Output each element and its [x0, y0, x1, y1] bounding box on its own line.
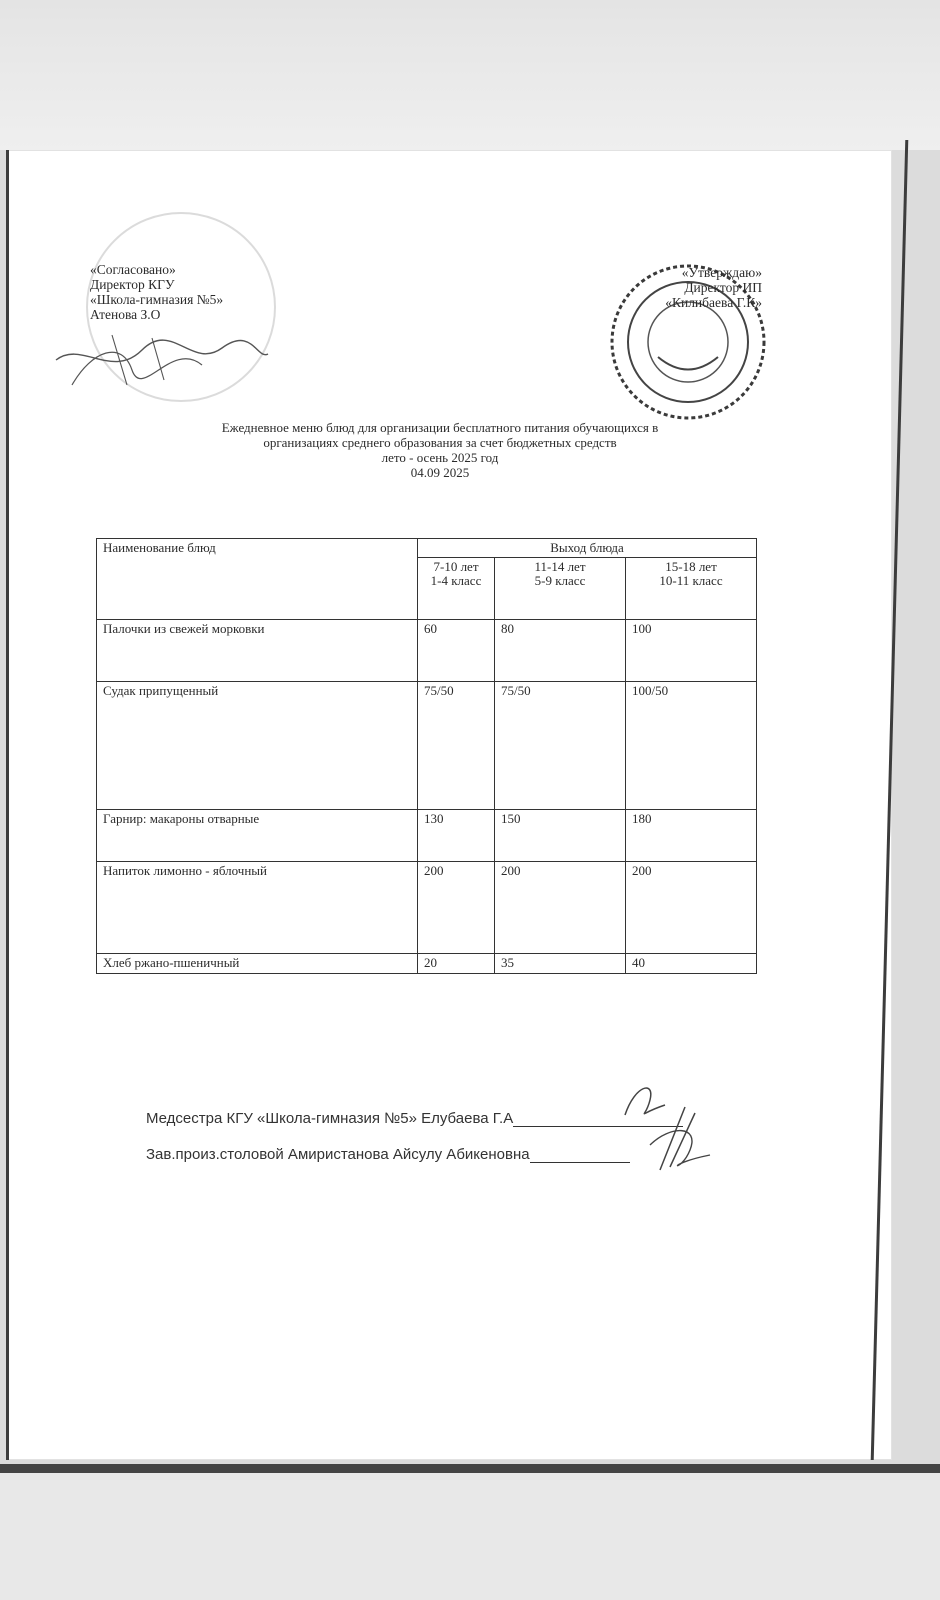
- approval-right-line3: «Килибаева Г.К»: [665, 295, 762, 310]
- approval-left-line2: Директор КГУ: [90, 277, 175, 292]
- portion-value: 20: [418, 954, 495, 974]
- age-label: 11-14 лет: [534, 559, 586, 574]
- dish-name: Хлеб ржано-пшеничный: [97, 954, 418, 974]
- title-line3: лето - осень 2025 год: [381, 450, 499, 465]
- table-row: [97, 862, 757, 954]
- portion-value: 200: [626, 862, 757, 954]
- table-row: [97, 954, 757, 974]
- portion-value: 200: [418, 862, 495, 954]
- portion-value: 60: [418, 620, 495, 682]
- table-row: [97, 682, 757, 810]
- title-date: 04.09 2025: [410, 465, 470, 480]
- title-line2: организациях среднего образования за счет бюджетных средств: [263, 435, 617, 450]
- approval-right-line2: Директор ИП: [684, 280, 762, 295]
- grade-label: 5-9 класс: [534, 573, 586, 588]
- approval-left-line1: «Согласовано»: [90, 262, 176, 277]
- portion-value: 100/50: [626, 682, 757, 810]
- portion-value: 180: [626, 810, 757, 862]
- age-label: 7-10 лет: [433, 559, 479, 574]
- portion-value: 75/50: [418, 682, 495, 810]
- sheet-bottom-edge: [0, 1464, 940, 1473]
- approval-left-line4: Атенова З.О: [90, 307, 161, 322]
- portion-value: 100: [626, 620, 757, 682]
- header-dish-name: Наименование блюд: [97, 539, 418, 620]
- header-age-group: [495, 558, 626, 620]
- director-signature: [52, 330, 272, 390]
- dish-name: Напиток лимонно - яблочный: [97, 862, 418, 954]
- table-row: [97, 810, 757, 862]
- approval-left-line3: «Школа-гимназия №5»: [90, 292, 224, 307]
- portion-value: 40: [626, 954, 757, 974]
- portion-value: 150: [495, 810, 626, 862]
- portion-value: 80: [495, 620, 626, 682]
- approval-right: [632, 265, 762, 310]
- menu-table: [96, 538, 757, 974]
- age-label: 15-18 лет: [665, 559, 717, 574]
- header-age-group: [418, 558, 495, 620]
- nurse-label: Медсестра КГУ «Школа-гимназия №5» Елубаева Г.А: [146, 1110, 514, 1127]
- nurse-signature-line: [146, 1110, 683, 1127]
- document-title: [100, 420, 780, 480]
- header-output: Выход блюда: [418, 539, 757, 558]
- background-bottom: [0, 1473, 940, 1600]
- grade-label: 1-4 класс: [430, 573, 482, 588]
- dish-name: Палочки из свежей морковки: [97, 620, 418, 682]
- dish-name: Гарнир: макароны отварные: [97, 810, 418, 862]
- portion-value: 130: [418, 810, 495, 862]
- canteen-signature-line: [146, 1146, 630, 1163]
- canteen-signature: [640, 1105, 720, 1175]
- grade-label: 10-11 класс: [659, 573, 723, 588]
- approval-right-line1: «Утверждаю»: [681, 265, 762, 280]
- sheet-left-edge: [6, 150, 9, 1460]
- portion-value: 35: [495, 954, 626, 974]
- dish-name: Судак припущенный: [97, 682, 418, 810]
- title-line1: Ежедневное меню блюд для организации бесплатного питания обучающихся в: [221, 420, 659, 435]
- signature-underline: [530, 1162, 630, 1163]
- canteen-label: Зав.произ.столовой Амиристанова Айсулу Абикеновна: [146, 1146, 530, 1163]
- portion-value: 200: [495, 862, 626, 954]
- portion-value: 75/50: [495, 682, 626, 810]
- approval-left: [90, 262, 223, 322]
- header-age-group: [626, 558, 757, 620]
- table-row: [97, 620, 757, 682]
- background-top: [0, 0, 940, 150]
